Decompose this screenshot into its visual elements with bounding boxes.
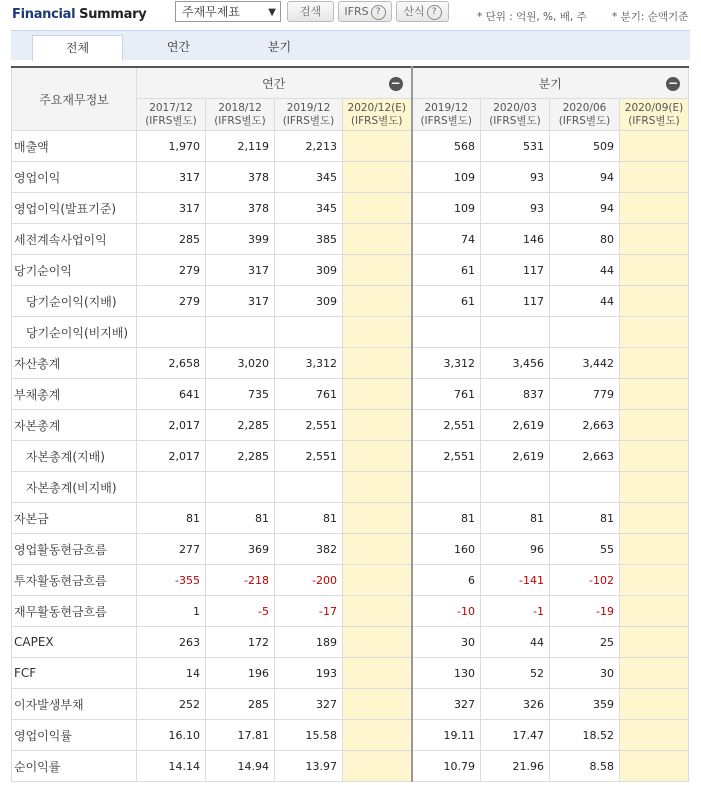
table-cell	[343, 596, 412, 627]
table-row	[12, 596, 689, 627]
table-cell: 2,663	[550, 410, 620, 441]
table-cell: 1	[137, 596, 206, 627]
period-header	[481, 99, 550, 131]
period-date: 2018/12	[218, 101, 262, 114]
table-cell: 94	[550, 162, 620, 193]
table-cell: 15.58	[275, 720, 343, 751]
table-cell: 17.47	[481, 720, 550, 751]
table-cell	[412, 317, 481, 348]
question-icon: ?	[427, 5, 442, 20]
table-cell: 309	[275, 255, 343, 286]
table-cell: 94	[550, 193, 620, 224]
table-cell: 327	[275, 689, 343, 720]
table-cell: -141	[481, 565, 550, 596]
row-label: 매출액	[12, 131, 137, 162]
table-cell	[343, 751, 412, 782]
period-header	[550, 99, 620, 131]
table-cell: 81	[137, 503, 206, 534]
table-cell	[206, 317, 275, 348]
table-cell	[620, 689, 689, 720]
table-cell: 317	[137, 162, 206, 193]
period-date: 2017/12	[149, 101, 193, 114]
table-cell: 382	[275, 534, 343, 565]
table-row	[12, 317, 689, 348]
quarter-group-label: 분기	[538, 76, 562, 91]
table-row	[12, 410, 689, 441]
row-label: 자산총계	[12, 348, 137, 379]
table-cell	[550, 317, 620, 348]
toolbar	[0, 0, 701, 30]
table-cell: 81	[412, 503, 481, 534]
row-label: 투자활동현금흐름	[12, 565, 137, 596]
table-cell: 14.94	[206, 751, 275, 782]
statement-type-select[interactable]	[175, 1, 281, 22]
table-row	[12, 720, 689, 751]
table-cell	[343, 410, 412, 441]
table-cell: 2,663	[550, 441, 620, 472]
table-cell	[137, 472, 206, 503]
table-cell: 309	[275, 286, 343, 317]
table-cell	[620, 441, 689, 472]
table-cell: 285	[206, 689, 275, 720]
table-cell: 130	[412, 658, 481, 689]
table-cell: 61	[412, 255, 481, 286]
table-cell: 6	[412, 565, 481, 596]
table-cell: 369	[206, 534, 275, 565]
table-cell: 2,285	[206, 410, 275, 441]
period-date: 2020/12(E)	[347, 101, 406, 114]
row-label: 자본금	[12, 503, 137, 534]
table-row	[12, 627, 689, 658]
table-cell: 345	[275, 193, 343, 224]
table-cell: 779	[550, 379, 620, 410]
table-cell: 568	[412, 131, 481, 162]
table-cell	[343, 162, 412, 193]
table-row	[12, 131, 689, 162]
table-cell: -10	[412, 596, 481, 627]
table-cell: -17	[275, 596, 343, 627]
search-button-label: 검색	[299, 5, 322, 18]
table-cell: 1,970	[137, 131, 206, 162]
table-cell	[481, 317, 550, 348]
table-cell: 146	[481, 224, 550, 255]
tab-all[interactable]: 전체	[32, 35, 123, 61]
row-label: 재무활동현금흐름	[12, 596, 137, 627]
row-label: FCF	[12, 658, 137, 689]
table-cell: 3,442	[550, 348, 620, 379]
table-cell	[206, 472, 275, 503]
table-cell: 317	[206, 286, 275, 317]
table-cell	[481, 472, 550, 503]
table-cell	[343, 193, 412, 224]
table-cell	[343, 503, 412, 534]
period-header	[620, 99, 689, 131]
select-value: 주재무제표	[182, 5, 240, 19]
period-basis: (IFRS별도)	[214, 114, 266, 127]
table-row	[12, 162, 689, 193]
table-cell: 21.96	[481, 751, 550, 782]
table-cell: 2,551	[412, 410, 481, 441]
table-row	[12, 565, 689, 596]
table-cell	[343, 534, 412, 565]
table-cell: 117	[481, 255, 550, 286]
table-cell: 761	[412, 379, 481, 410]
search-button[interactable]	[287, 1, 334, 22]
row-label: 자본총계	[12, 410, 137, 441]
table-cell	[343, 379, 412, 410]
table-cell	[620, 596, 689, 627]
table-cell: 359	[550, 689, 620, 720]
formula-help-button[interactable]	[396, 1, 449, 22]
table-cell: 837	[481, 379, 550, 410]
table-cell	[343, 565, 412, 596]
table-cell	[620, 720, 689, 751]
period-header	[343, 99, 412, 131]
table-cell: 317	[137, 193, 206, 224]
table-cell	[343, 286, 412, 317]
table-cell	[343, 689, 412, 720]
table-cell: 326	[481, 689, 550, 720]
tab-quarter[interactable]: 분기	[267, 40, 292, 54]
period-date: 2020/06	[562, 101, 607, 114]
table-cell	[620, 317, 689, 348]
table-cell	[620, 658, 689, 689]
period-date: 2019/12	[424, 101, 469, 114]
table-cell: 19.11	[412, 720, 481, 751]
period-date: 2020/03	[493, 101, 537, 114]
table-row	[12, 224, 689, 255]
table-row	[12, 193, 689, 224]
row-label: 당기순이익	[12, 255, 137, 286]
ifrs-label: IFRS	[344, 5, 369, 18]
table-cell	[620, 751, 689, 782]
table-cell: 277	[137, 534, 206, 565]
table-cell: 18.52	[550, 720, 620, 751]
table-cell: 55	[550, 534, 620, 565]
table-cell: 10.79	[412, 751, 481, 782]
table-cell	[620, 627, 689, 658]
table-cell: 263	[137, 627, 206, 658]
table-cell: 2,619	[481, 410, 550, 441]
page-title	[12, 7, 146, 22]
table-row	[12, 348, 689, 379]
table-cell: 96	[481, 534, 550, 565]
table-row	[12, 503, 689, 534]
table-cell: 2,213	[275, 131, 343, 162]
table-cell	[620, 224, 689, 255]
table-cell: 378	[206, 193, 275, 224]
period-date: 2019/12	[286, 101, 331, 114]
table-row	[12, 441, 689, 472]
table-cell: 399	[206, 224, 275, 255]
table-cell	[343, 255, 412, 286]
table-cell: 193	[275, 658, 343, 689]
period-basis: (IFRS별도)	[420, 114, 473, 127]
table-cell: 2,017	[137, 410, 206, 441]
table-cell: 109	[412, 162, 481, 193]
table-row	[12, 472, 689, 503]
tab-annual[interactable]: 연간	[166, 40, 191, 54]
table-cell	[620, 162, 689, 193]
table-cell	[620, 286, 689, 317]
period-basis: (IFRS별도)	[145, 114, 197, 127]
table-cell	[343, 658, 412, 689]
table-cell: 160	[412, 534, 481, 565]
table-cell: 641	[137, 379, 206, 410]
table-cell	[343, 441, 412, 472]
table-cell: 44	[550, 286, 620, 317]
table-cell: 52	[481, 658, 550, 689]
row-label: 영업활동현금흐름	[12, 534, 137, 565]
table-cell	[620, 131, 689, 162]
table-cell: 509	[550, 131, 620, 162]
table-cell: 2,551	[275, 410, 343, 441]
ifrs-help-button[interactable]	[338, 1, 392, 22]
table-cell: 80	[550, 224, 620, 255]
table-cell	[343, 720, 412, 751]
table-cell: 761	[275, 379, 343, 410]
table-cell: 81	[550, 503, 620, 534]
table-cell: 14.14	[137, 751, 206, 782]
row-label: 이자발생부채	[12, 689, 137, 720]
period-tabs	[11, 30, 690, 60]
table-cell: 81	[275, 503, 343, 534]
table-cell: 61	[412, 286, 481, 317]
table-cell	[620, 410, 689, 441]
table-cell: 2,551	[412, 441, 481, 472]
row-label: 영업이익	[12, 162, 137, 193]
row-label: 세전계속사업이익	[12, 224, 137, 255]
table-row	[12, 286, 689, 317]
table-cell: -355	[137, 565, 206, 596]
financial-summary-table	[11, 66, 689, 782]
row-label: CAPEX	[12, 627, 137, 658]
table-cell: 172	[206, 627, 275, 658]
table-cell	[275, 472, 343, 503]
table-cell	[343, 317, 412, 348]
table-cell: 13.97	[275, 751, 343, 782]
table-cell: 17.81	[206, 720, 275, 751]
table-cell: 2,658	[137, 348, 206, 379]
table-cell: -102	[550, 565, 620, 596]
table-cell: -5	[206, 596, 275, 627]
table-cell: 25	[550, 627, 620, 658]
period-basis: (IFRS별도)	[489, 114, 541, 127]
table-cell: 93	[481, 193, 550, 224]
period-date: 2020/09(E)	[624, 101, 684, 114]
table-cell: 14	[137, 658, 206, 689]
table-cell: 2,119	[206, 131, 275, 162]
table-cell	[620, 503, 689, 534]
table-cell: 189	[275, 627, 343, 658]
collapse-icon[interactable]: −	[390, 76, 401, 90]
table-cell	[620, 565, 689, 596]
annual-group-label: 연간	[262, 76, 286, 91]
table-cell	[343, 131, 412, 162]
row-header: 주요재무정보	[12, 67, 137, 131]
table-cell	[620, 472, 689, 503]
table-cell: 117	[481, 286, 550, 317]
table-cell: 531	[481, 131, 550, 162]
table-cell: 3,312	[412, 348, 481, 379]
table-cell: 735	[206, 379, 275, 410]
table-cell	[412, 472, 481, 503]
table-cell: 196	[206, 658, 275, 689]
period-basis: (IFRS별도)	[350, 114, 403, 127]
table-cell: 8.58	[550, 751, 620, 782]
table-row	[12, 689, 689, 720]
table-cell	[620, 348, 689, 379]
table-cell	[620, 379, 689, 410]
basis-note: * 분기: 순액기준	[612, 11, 689, 23]
title-financial: Financial	[12, 7, 76, 22]
period-header	[412, 99, 481, 131]
table-cell: 3,312	[275, 348, 343, 379]
table-cell	[620, 534, 689, 565]
table-row	[12, 658, 689, 689]
table-cell: 74	[412, 224, 481, 255]
question-icon: ?	[371, 5, 386, 20]
table-cell: 285	[137, 224, 206, 255]
table-cell: 44	[481, 627, 550, 658]
row-label: 자본총계(비지배)	[12, 472, 137, 503]
table-cell: 385	[275, 224, 343, 255]
period-header	[206, 99, 275, 131]
table-cell	[343, 627, 412, 658]
table-row	[12, 255, 689, 286]
table-cell	[275, 317, 343, 348]
row-label: 자본총계(지배)	[12, 441, 137, 472]
period-basis: (IFRS별도)	[558, 114, 611, 127]
unit-note: * 단위 : 억원, %, 배, 주	[477, 11, 587, 23]
formula-label: 산식	[403, 5, 425, 18]
table-cell: 327	[412, 689, 481, 720]
table-cell	[620, 255, 689, 286]
table-cell: 30	[550, 658, 620, 689]
table-cell: 93	[481, 162, 550, 193]
table-cell: 81	[481, 503, 550, 534]
table-cell: 252	[137, 689, 206, 720]
table-row	[12, 751, 689, 782]
table-cell: 378	[206, 162, 275, 193]
table-cell: 2,619	[481, 441, 550, 472]
table-cell: 44	[550, 255, 620, 286]
table-cell	[550, 472, 620, 503]
table-cell: 345	[275, 162, 343, 193]
period-header	[137, 99, 206, 131]
table-cell	[343, 348, 412, 379]
row-label: 영업이익률	[12, 720, 137, 751]
row-label: 영업이익(발표기준)	[12, 193, 137, 224]
table-cell: -19	[550, 596, 620, 627]
collapse-icon[interactable]: −	[667, 76, 679, 90]
table-cell: -200	[275, 565, 343, 596]
table-cell	[343, 472, 412, 503]
table-cell: 279	[137, 286, 206, 317]
table-cell: 16.10	[137, 720, 206, 751]
chevron-down-icon: ▼	[268, 7, 276, 18]
annual-group-header	[137, 67, 412, 99]
period-basis: (IFRS별도)	[628, 114, 680, 127]
table-cell: 30	[412, 627, 481, 658]
period-basis: (IFRS별도)	[282, 114, 335, 127]
table-cell: -218	[206, 565, 275, 596]
table-cell: 109	[412, 193, 481, 224]
table-row	[12, 534, 689, 565]
table-cell: -1	[481, 596, 550, 627]
table-cell: 279	[137, 255, 206, 286]
title-summary: Summary	[79, 7, 147, 22]
row-label: 순이익률	[12, 751, 137, 782]
table-cell: 81	[206, 503, 275, 534]
quarter-group-header	[412, 67, 689, 99]
table-cell	[137, 317, 206, 348]
row-label: 당기순이익(비지배)	[12, 317, 137, 348]
table-cell: 2,551	[275, 441, 343, 472]
table-cell: 317	[206, 255, 275, 286]
table-cell: 2,285	[206, 441, 275, 472]
table-cell	[343, 224, 412, 255]
period-header	[275, 99, 343, 131]
table-cell	[620, 193, 689, 224]
row-label: 부채총계	[12, 379, 137, 410]
table-row	[12, 379, 689, 410]
table-cell: 3,456	[481, 348, 550, 379]
row-label: 당기순이익(지배)	[12, 286, 137, 317]
table-cell: 3,020	[206, 348, 275, 379]
table-cell: 2,017	[137, 441, 206, 472]
